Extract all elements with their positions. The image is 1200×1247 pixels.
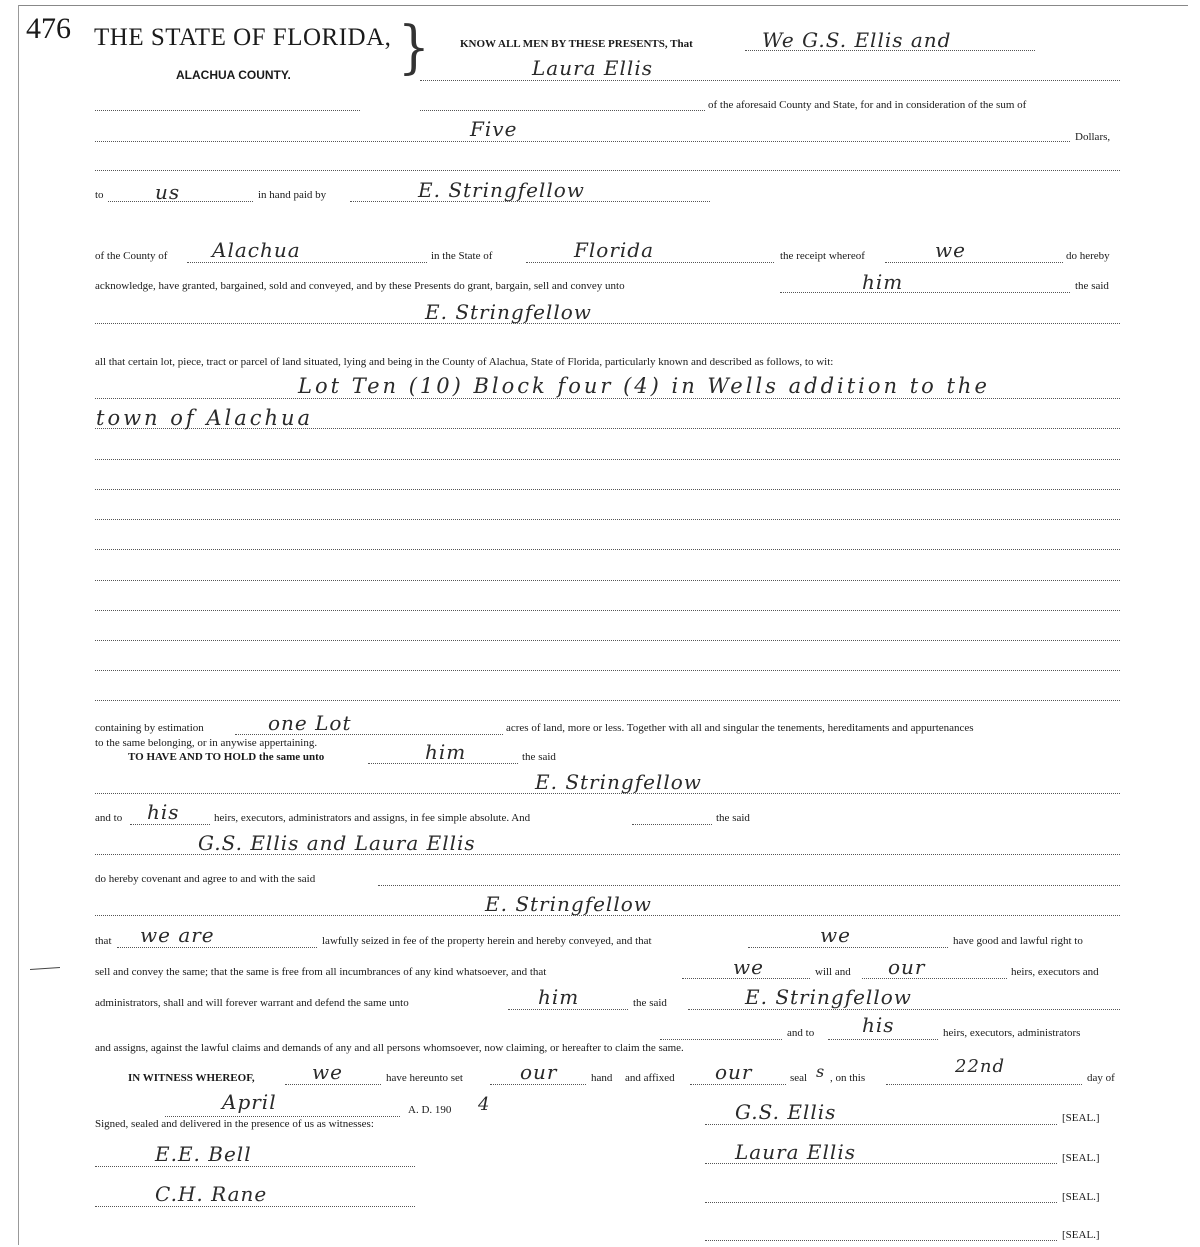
and-to-line: [130, 824, 210, 825]
state-handwriting: Florida: [574, 238, 654, 262]
the-said-text: the said: [716, 812, 750, 824]
receipt-text: the receipt whereof: [780, 250, 865, 262]
description-line: [95, 700, 1120, 701]
affixed-handwriting: our: [715, 1060, 753, 1084]
grantor-handwriting-2: Laura Ellis: [532, 56, 653, 80]
administrators-text: administrators, shall and will forever warrant and defend the same unto: [95, 997, 409, 1009]
defend-line: [508, 1009, 628, 1010]
to-text: to: [95, 189, 104, 201]
unto-handwriting: him: [862, 270, 904, 294]
heirs-exec-text: heirs, executors and: [1011, 966, 1099, 978]
witness-line: [285, 1084, 381, 1085]
to-handwriting: us: [155, 180, 181, 204]
witness-signature-1: E.E. Bell: [155, 1142, 252, 1166]
header-brace: }: [398, 13, 430, 81]
county-line: [187, 262, 427, 263]
acknowledge-text: acknowledge, have granted, bargained, sold and conveyed, and by these Presents do grant, bargain, sell and convey unto: [95, 280, 625, 292]
seal-label: [SEAL.]: [1062, 1152, 1100, 1164]
set-line: [490, 1084, 586, 1085]
month-line: [165, 1116, 400, 1117]
defend-grantee-line: [688, 1009, 1120, 1010]
affixed-line: [690, 1084, 786, 1085]
of-county-text: of the County of: [95, 250, 168, 262]
heirs-admin-text: heirs, executors, administrators: [943, 1027, 1081, 1039]
hereunto-text: have hereunto set: [386, 1072, 463, 1084]
grantors-handwriting: G.S. Ellis and Laura Ellis: [198, 831, 476, 855]
covenant-line: [378, 885, 1120, 886]
and-to-handwriting: his: [862, 1013, 895, 1037]
description-line: [95, 580, 1120, 581]
habendum-grantee-handwriting: E. Stringfellow: [535, 770, 702, 794]
affixed-text: and affixed: [625, 1072, 675, 1084]
the-said-text: the said: [1075, 280, 1109, 292]
containing-text: containing by estimation: [95, 722, 204, 734]
on-this-text: , on this: [830, 1072, 866, 1084]
blank-line: [420, 110, 705, 111]
belonging-text: to the same belonging, or in anywise appertaining.: [95, 737, 318, 749]
receipt-line: [885, 262, 1063, 263]
receipt-handwriting: we: [935, 238, 966, 262]
to-have-text: TO HAVE AND TO HOLD the same unto: [128, 751, 325, 763]
sell-text: sell and convey the same; that the same is free from all incumbrances of any kind whatsoever, and that: [95, 966, 547, 978]
to-have-handwriting: him: [425, 740, 467, 764]
grantor-handwriting-1: We G.S. Ellis and: [762, 28, 952, 52]
signature-line: [705, 1202, 1057, 1203]
seal-label: [SEAL.]: [1062, 1229, 1100, 1241]
witness-signature-line: [95, 1166, 415, 1167]
grantor-line-2: [420, 80, 1120, 81]
seized-text: lawfully seized in fee of the property herein and hereby conveyed, and that: [322, 935, 652, 947]
state-line: [526, 262, 774, 263]
description-line: [95, 610, 1120, 611]
to-line: [108, 201, 253, 202]
hand-text: hand: [591, 1072, 613, 1084]
ad-text: A. D. 190: [408, 1104, 452, 1116]
county-handwriting: Alachua: [212, 238, 301, 262]
covenant-text: do hereby covenant and agree to and with the said: [95, 873, 316, 885]
witness-handwriting: we: [312, 1060, 343, 1084]
page-left-border: [18, 5, 19, 1245]
description-line: [95, 398, 1120, 399]
that-line: [117, 947, 317, 948]
blank-line: [660, 1039, 782, 1040]
will-line: [862, 978, 1007, 979]
seal-label: [SEAL.]: [1062, 1112, 1100, 1124]
that-text: that: [95, 935, 112, 947]
description-handwriting-2: town of Alachua: [96, 406, 314, 430]
in-state-text: in the State of: [431, 250, 493, 262]
that-handwriting: we are: [140, 923, 215, 947]
know-all-text: KNOW ALL MEN BY THESE PRESENTS, That: [460, 38, 693, 50]
seal-text: seal: [790, 1072, 808, 1084]
description-line: [95, 670, 1120, 671]
set-handwriting: our: [520, 1060, 558, 1084]
grantee-line: [95, 323, 1120, 324]
dollars-text: Dollars,: [1075, 131, 1111, 143]
the-said-text: the said: [633, 997, 667, 1009]
description-line: [95, 459, 1120, 460]
assigns-text: and assigns, against the lawful claims and demands of any and all persons whomsoever, now claiming, or hereafter to claim the same.: [95, 1042, 684, 1054]
do-hereby-text: do hereby: [1066, 250, 1110, 262]
good-right-text: have good and lawful right to: [953, 935, 1083, 947]
page-top-border: [18, 5, 1188, 6]
description-line: [95, 640, 1120, 641]
unto-line: [780, 292, 1070, 293]
in-witness-text: IN WITNESS WHEREOF,: [128, 1072, 255, 1084]
and-to-text: and to: [95, 812, 123, 824]
day-handwriting: 22nd: [955, 1056, 1006, 1077]
description-line: [95, 549, 1120, 550]
state-title: THE STATE OF FLORIDA,: [94, 24, 392, 51]
acres-handwriting: one Lot: [268, 711, 352, 735]
payer-handwriting: E. Stringfellow: [418, 178, 585, 202]
witness-signature-2: C.H. Rane: [155, 1182, 268, 1206]
page-number: 476: [26, 12, 71, 45]
defend-handwriting: him: [538, 985, 580, 1009]
acres-text: acres of land, more or less. Together with all and singular the tenements, hereditaments and appurtenances: [506, 722, 974, 734]
paid-by-text: in hand paid by: [258, 189, 327, 201]
will-handwriting: our: [888, 955, 926, 979]
description-intro: all that certain lot, piece, tract or parcel of land situated, lying and being in the County of Alachua, State of Florida, particularly known and described as follows, to wit:: [95, 356, 834, 368]
sum-line: [95, 141, 1070, 142]
grantor-signature-2: Laura Ellis: [735, 1140, 856, 1164]
seized-handwriting: we: [820, 923, 851, 947]
description-line: [95, 489, 1120, 490]
seized-line: [748, 947, 948, 948]
the-said-text: the said: [522, 751, 556, 763]
signature-line: [705, 1240, 1057, 1241]
month-handwriting: April: [222, 1090, 277, 1114]
description-handwriting-1: Lot Ten (10) Block four (4) in Wells addition to the: [298, 374, 990, 398]
day-of-text: day of: [1087, 1072, 1115, 1084]
signed-text: Signed, sealed and delivered in the presence of us as witnesses:: [95, 1118, 374, 1130]
grantor-signature-1: G.S. Ellis: [735, 1100, 837, 1124]
and-to-line: [828, 1039, 938, 1040]
seal-suffix-handwriting: s: [816, 1062, 826, 1081]
county-title: ALACHUA COUNTY.: [176, 68, 291, 82]
sum-handwriting: Five: [470, 117, 518, 141]
and-to-text: and to: [787, 1027, 815, 1039]
blank-line: [95, 110, 360, 111]
signature-line: [705, 1124, 1057, 1125]
sell-handwriting: we: [733, 955, 764, 979]
defend-grantee-handwriting: E. Stringfellow: [745, 985, 912, 1009]
will-and-text: will and: [815, 966, 851, 978]
covenant-grantee-handwriting: E. Stringfellow: [485, 892, 652, 916]
seal-label: [SEAL.]: [1062, 1191, 1100, 1203]
aforesaid-text: of the aforesaid County and State, for and in consideration of the sum of: [708, 99, 1027, 111]
blank-line: [95, 170, 1120, 171]
witness-signature-line: [95, 1206, 415, 1207]
day-line: [886, 1084, 1082, 1085]
heirs-text: heirs, executors, administrators and assigns, in fee simple absolute. And: [214, 812, 531, 824]
blank-line: [632, 824, 712, 825]
year-handwriting: 4: [478, 1094, 491, 1115]
and-to-handwriting: his: [147, 800, 180, 824]
description-line: [95, 519, 1120, 520]
grantee-handwriting: E. Stringfellow: [425, 300, 592, 324]
margin-mark: [30, 967, 60, 970]
